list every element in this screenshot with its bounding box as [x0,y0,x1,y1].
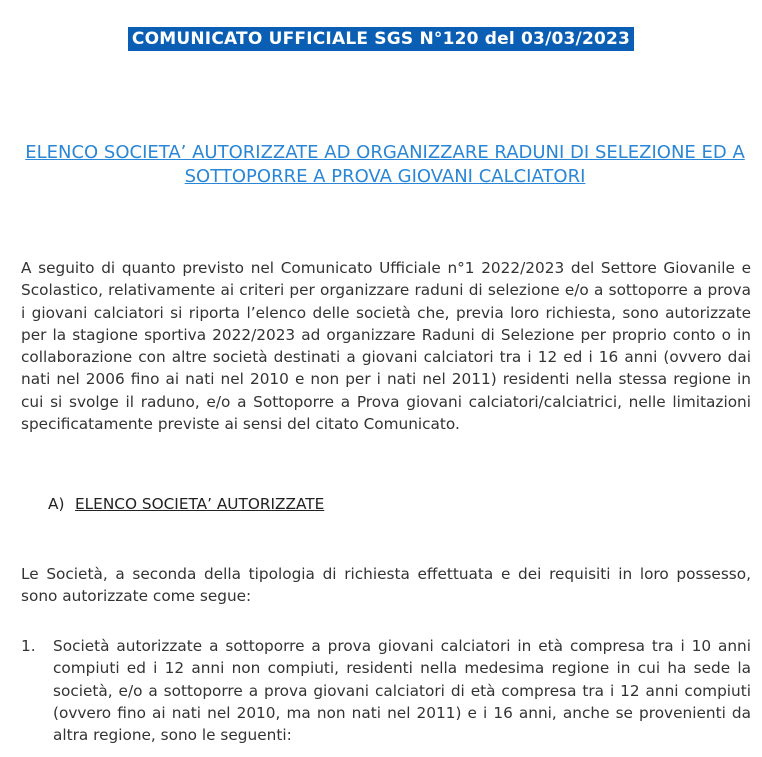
section-a-title: ELENCO SOCIETA’ AUTORIZZATE [75,495,325,513]
section-a-letter: A) [48,495,65,513]
lead-paragraph: Le Società, a seconda della tipologia di richiesta effettuata e dei requisiti in loro possesso, sono autorizzate come segue: [21,565,751,606]
document-header: COMUNICATO UFFICIALE SGS N°120 del 03/03/2023 [128,27,634,51]
document-title: ELENCO SOCIETA’ AUTORIZZATE AD ORGANIZZARE RADUNI DI SELEZIONE ED A SOTTOPORRE A PROVA GIOVANI CALCIATORI [25,142,745,187]
list-item [21,635,751,746]
list-item-number: 1. [21,637,36,655]
header-wrap [0,27,762,51]
list-item-text: Società autorizzate a sottoporre a prova giovani calciatori in età compresa tra i 10 anni compiuti ed i 12 anni non compiuti, residenti nella medesima regione in cui ha sede la società, e/o a sottoporre a prova giovani calciatori di età compresa tra i 12 anni compiuti (ovvero fino ai nati nel 2010, ma non nati nel 2011) e i 16 anni, anche se provenienti da altra regione, sono le seguenti: [53,637,751,745]
intro-paragraph: A seguito di quanto previsto nel Comunicato Ufficiale n°1 2022/2023 del Settore Giovanile e Scolastico, relativamente ai criteri per organizzare raduni di selezione e/o a sottoporre a prova i giovani calciatori si riporta l’elenco delle società che, previa loro richiesta, sono autorizzate per la stagione sportiva 2022/2023 ad organizzare Raduni di Selezione per proprio conto o in collaborazione con altre società destinati a giovani calciatori tra i 12 ed i 16 anni (ovvero dai nati nel 2006 fino ai nati nel 2010 e non per i nati nel 2011) residenti nella stessa regione in cui si svolge il raduno, e/o a Sottoporre a Prova giovani calciatori/calciatrici, nelle limitazioni specificatamente previste ai sensi del citato Comunicato. [21,259,751,434]
section-a-heading [48,495,324,513]
